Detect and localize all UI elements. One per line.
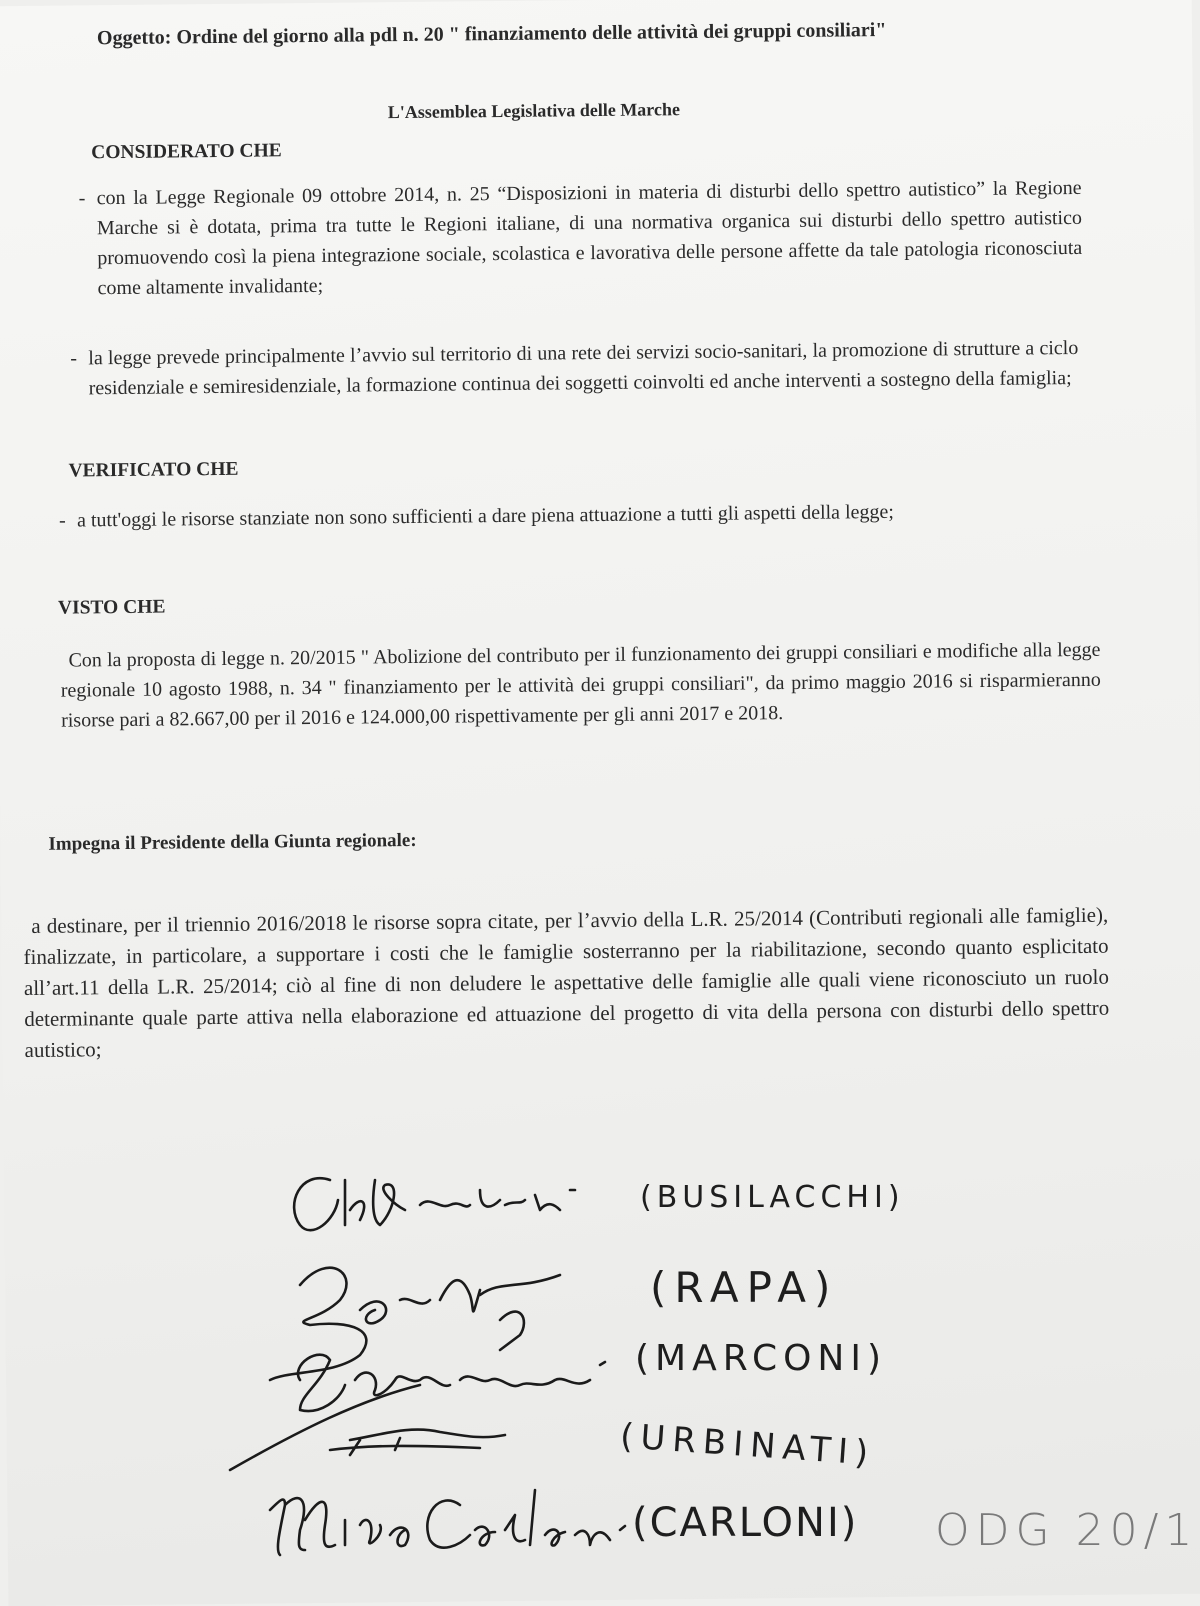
bullet-dash: - xyxy=(78,187,86,210)
verificato-item-text: a tutt'oggi le risorse stanziate non sono sufficienti a dare piena attuazione a tutti gli aspetti della legge; xyxy=(76,500,894,532)
considerato-item-text: con la Legge Regionale 09 ottobre 2014, n. 25 “Disposizioni in materia di disturbi dello spettro autistico” la Regione Marche si è dotata, prima tra tutte le Regioni italiane, di una normativa organica sui disturbi dello spettro autistico promuovendo così la piena integrazione sociale, scolastica e lavorativa delle persone affette da tale patologia riconosciuta come altamente invalidante; xyxy=(96,176,1083,300)
signatory-name: (URBINATI) xyxy=(618,1416,877,1474)
bullet-dash: - xyxy=(58,509,66,532)
signature-5 xyxy=(270,1490,625,1555)
signature-2 xyxy=(270,1268,560,1380)
subject-line: Oggetto: Ordine del giorno alla pdl n. 20 " finanziamento delle attività dei gruppi consiliari" xyxy=(96,18,887,50)
bullet-dash: - xyxy=(70,347,78,370)
considerato-item xyxy=(70,333,1079,403)
signatory-name: (RAPA) xyxy=(650,1263,839,1312)
impegna-text: a destinare, per il triennio 2016/2018 le risorse sopra citate, per l’avvio della L.R. 25/2014 (Contributi regionali alle famiglie), finalizzate, in particolare, a supportare i costi che le famiglie sosterranno per la riabilitazione, secondo quanto esplicitato all’art.11 della L.R. 25/2014; ciò al fine di non deludere le aspettative delle famiglie alle quali viene riconosciuto un ruolo determinante quale parte attiva nella elaborazione ed attuazione del progetto di vita della persona con disturbi dello spettro autistico; xyxy=(23,902,1110,1063)
verificato-heading: VERIFICATO CHE xyxy=(68,458,239,482)
considerato-item-text: la legge prevede principalmente l’avvio sul territorio di una rete dei servizi socio-sanitari, la promozione di strutture a ciclo residenziale e semiresidenziale, la formazione continua dei soggetti coinvolti ed anche interventi a sostegno della famiglia; xyxy=(88,336,1079,400)
considerato-heading: CONSIDERATO CHE xyxy=(91,140,282,164)
signature-4 xyxy=(230,1385,505,1470)
considerato-item xyxy=(78,173,1083,303)
verificato-item xyxy=(58,495,1082,536)
assembly-title: L'Assemblea Legislativa delle Marche xyxy=(387,99,681,123)
signatory-name: (MARCONI) xyxy=(635,1338,888,1379)
impegna-heading: Impegna il Presidente della Giunta regionale: xyxy=(48,829,417,855)
signatory-name: (CARLONI) xyxy=(632,1500,859,1546)
visto-heading: VISTO CHE xyxy=(57,596,166,619)
signature-1 xyxy=(294,1178,575,1230)
signatory-name: (BUSILACCHI) xyxy=(640,1180,905,1215)
visto-text: Con la proposta di legge n. 20/2015 " Abolizione del contributo per il funzionamento dei gruppi consiliari e modifiche alla legge regionale 10 agosto 1988, n. 34 " finanziamento per le attività dei gruppi consiliari", da primo maggio 2016 si risparmieranno risorse pari a 82.667,00 per il 2016 e 124.000,00 rispettivamente per gli anni 2017 e 2018. xyxy=(60,638,1101,732)
document-reference-stamp: ODG 20/1 xyxy=(935,1505,1199,1556)
